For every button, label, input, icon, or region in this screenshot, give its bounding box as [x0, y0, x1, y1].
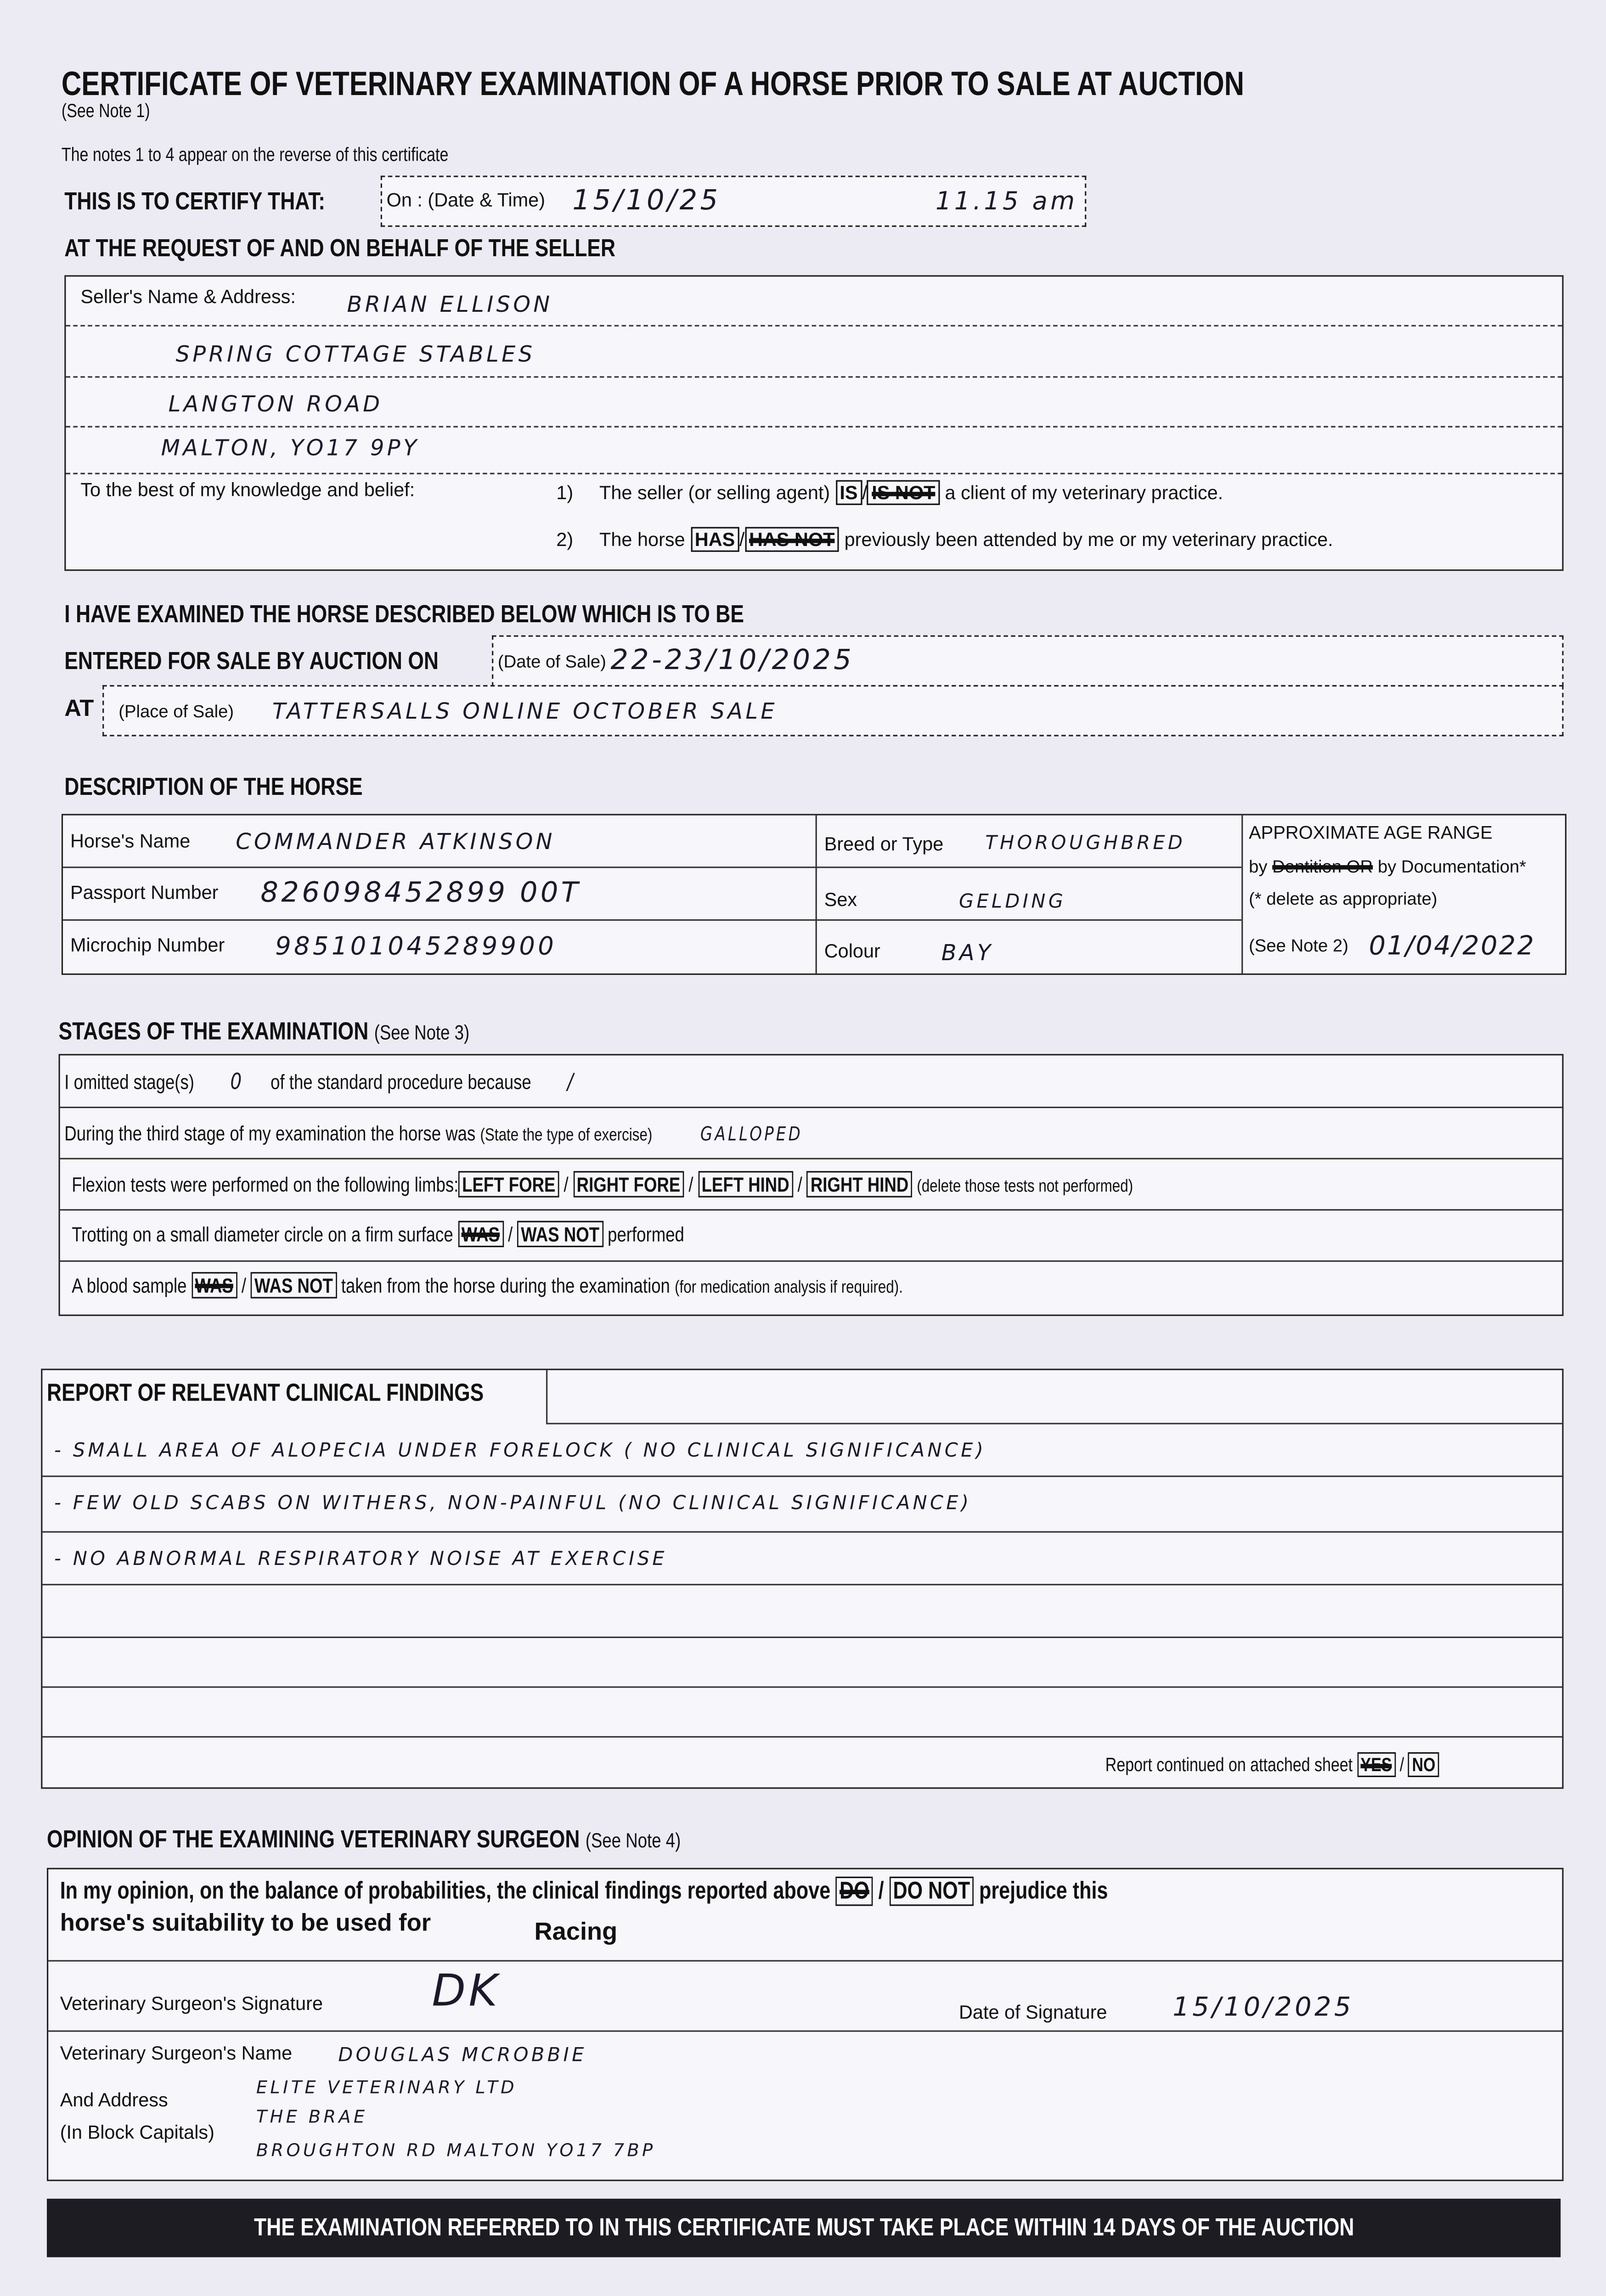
age-value[interactable]: 01/04/2022: [1369, 931, 1536, 962]
continued-label: Report continued on attached sheet: [1105, 1753, 1353, 1776]
flexion-row: Flexion tests were performed on the following limbs: LEFT FORE / RIGHT FORE / LEFT HIND / RIGHT HIND (delete those tests not performed): [72, 1172, 1366, 1196]
seller-section: [64, 275, 1563, 571]
statement-1: [556, 482, 1223, 504]
report-section: [41, 1369, 1563, 1789]
description-heading: [64, 773, 428, 802]
seller-address-line-2[interactable]: LANGTON ROAD: [168, 391, 383, 417]
request-label: [64, 234, 736, 264]
omitted-because: of the standard procedure because: [270, 1070, 531, 1094]
footer-banner: [47, 2199, 1561, 2257]
colour-label: Colour: [824, 940, 880, 962]
vet-address-line-2[interactable]: THE BRAE: [256, 2106, 368, 2127]
colour[interactable]: BAY: [941, 940, 994, 966]
finding-line-1[interactable]: - SMALL AREA OF ALOPECIA UNDER FORELOCK ( NO CLINICAL SIGNIFICANCE): [54, 1440, 986, 1463]
opinion-note: (See Note 4): [585, 1828, 681, 1852]
description-text: DESCRIPTION OF THE HORSE: [64, 773, 363, 801]
age-documentation: by Documentation*: [1377, 856, 1527, 877]
age-range-title: APPROXIMATE AGE RANGE: [1249, 822, 1493, 844]
option-has[interactable]: HAS: [690, 527, 739, 552]
exam-date: 15/10/25: [572, 184, 721, 217]
statement-2-end: previously been attended by me or my veterinary practice.: [844, 528, 1333, 551]
horse-description-table: [62, 814, 1567, 975]
entered-label: [64, 647, 521, 676]
statement-1-text: The seller (or selling agent): [599, 481, 830, 504]
omitted-stages[interactable]: 0: [230, 1069, 244, 1095]
block-capitals-label: (In Block Capitals): [60, 2121, 214, 2143]
sale-place-field[interactable]: [102, 685, 1563, 737]
stages-table: [59, 1054, 1564, 1316]
passport-label: Passport Number: [70, 881, 219, 903]
vet-name[interactable]: DOUGLAS MCROBBIE: [338, 2045, 587, 2067]
date-time-field[interactable]: [381, 176, 1087, 227]
stages-title: STAGES OF THE EXAMINATION: [58, 1017, 369, 1046]
report-title: REPORT OF RELEVANT CLINICAL FINDINGS: [47, 1379, 484, 1407]
breed-label: Breed or Type: [824, 833, 944, 855]
certify-label: [64, 187, 382, 217]
vet-signature[interactable]: DK: [432, 1966, 501, 2017]
opinion-heading: [47, 1825, 820, 1855]
vet-address-line-1[interactable]: ELITE VETERINARY LTD: [256, 2077, 518, 2098]
belief-label: To the best of my knowledge and belief:: [80, 478, 415, 501]
limb-right-hind[interactable]: RIGHT HIND: [807, 1171, 912, 1197]
notes-text: The notes 1 to 4 appear on the reverse of this certificate: [61, 143, 449, 166]
limb-right-fore[interactable]: RIGHT FORE: [573, 1171, 684, 1197]
opinion-do-deleted[interactable]: DO: [836, 1877, 873, 1906]
entered-text: ENTERED FOR SALE BY AUCTION ON: [64, 647, 439, 675]
age-dentition-deleted: Dentition OR: [1272, 856, 1373, 877]
certify-text: THIS IS TO CERTIFY THAT:: [64, 187, 326, 215]
finding-line-2[interactable]: - FEW OLD SCABS ON WITHERS, NON-PAINFUL (NO CLINICAL SIGNIFICANCE): [54, 1493, 972, 1515]
microchip-number[interactable]: 985101045289900: [275, 932, 557, 962]
report-heading: [47, 1379, 580, 1408]
sale-date: 22-23/10/2025: [610, 644, 855, 676]
omitted-label: I omitted stage(s): [64, 1070, 194, 1094]
statement-2-number: 2): [556, 528, 574, 551]
blood-row: A blood sample WAS / WAS NOT taken from the horse during the examination (for medication analysis if required).: [72, 1273, 1085, 1297]
horse-name[interactable]: COMMANDER ATKINSON: [236, 828, 555, 855]
examined-text: I HAVE EXAMINED THE HORSE DESCRIBED BELOW WHICH IS TO BE: [64, 600, 744, 628]
third-stage-row: [64, 1121, 965, 1146]
opinion-do-not[interactable]: DO NOT: [890, 1877, 974, 1906]
see-note-1: [62, 100, 169, 122]
blood-was-deleted[interactable]: WAS: [192, 1272, 237, 1298]
blood-label: A blood sample: [72, 1273, 187, 1297]
trot-was-not[interactable]: WAS NOT: [517, 1221, 603, 1247]
signature-date-label: Date of Signature: [959, 2001, 1107, 2023]
notes-line: [62, 143, 533, 165]
seller-address-line-3[interactable]: MALTON, YO17 9PY: [161, 434, 420, 461]
blood-note: (for medication analysis if required).: [675, 1276, 903, 1297]
statement-1-end: a client of my veterinary practice.: [945, 481, 1223, 504]
horse-name-label: Horse's Name: [70, 830, 191, 852]
at-label: AT: [64, 697, 94, 722]
limb-left-hind[interactable]: LEFT HIND: [698, 1171, 793, 1197]
opinion-section: [47, 1868, 1564, 2181]
flexion-label: Flexion tests were performed on the following limbs:: [72, 1172, 459, 1196]
blood-taken: taken from the horse during the examination: [341, 1273, 670, 1297]
age-by: by: [1249, 856, 1268, 877]
opinion-title: OPINION OF THE EXAMINING VETERINARY SURGEON: [47, 1825, 580, 1853]
sale-date-field[interactable]: [492, 636, 1563, 687]
seller-name[interactable]: BRIAN ELLISON: [347, 291, 553, 318]
microchip-label: Microchip Number: [70, 934, 225, 956]
trotting-performed: performed: [608, 1222, 684, 1246]
age-see-note: (See Note 2): [1249, 935, 1349, 956]
slash: /: [862, 481, 868, 504]
seller-label: Seller's Name & Address:: [80, 285, 296, 308]
report-continued: Report continued on attached sheet YES / NO: [1105, 1754, 1512, 1776]
flexion-note: (delete those tests not performed): [917, 1175, 1133, 1196]
sex[interactable]: GELDING: [959, 891, 1066, 914]
breed[interactable]: THOROUGHBRED: [985, 833, 1186, 855]
footer-banner-text: THE EXAMINATION REFERRED TO IN THIS CERTIFICATE MUST TAKE PLACE WITHIN 14 DAYS OF THE AUCTION: [254, 2213, 1354, 2241]
age-delete-note: (* delete as appropriate): [1249, 888, 1437, 909]
certificate-title: [62, 64, 1504, 104]
omitted-row: [64, 1069, 688, 1095]
trot-was-deleted[interactable]: WAS: [458, 1221, 503, 1247]
date-time-label: On : (Date & Time): [386, 189, 546, 211]
signature-label: Veterinary Surgeon's Signature: [60, 1992, 323, 2015]
trotting-label: Trotting on a small diameter circle on a firm surface: [72, 1222, 453, 1246]
intended-use[interactable]: Racing: [534, 1918, 618, 1946]
opinion-text-line2: horse's suitability to be used for: [60, 1910, 431, 1937]
sale-place: TATTERSALLS ONLINE OCTOBER SALE: [272, 698, 778, 725]
age-method: [1249, 856, 1526, 877]
option-has-not-deleted[interactable]: HAS NOT: [744, 527, 839, 552]
option-is[interactable]: IS: [835, 480, 862, 505]
address-label: And Address: [60, 2088, 168, 2111]
slash: /: [739, 528, 745, 551]
opinion-text: In my opinion, on the balance of probabilities, the clinical findings reported above DO / DO NOT prejudice this: [60, 1878, 1338, 1906]
trotting-row: Trotting on a small diameter circle on a firm surface WAS / WAS NOT performed: [72, 1222, 818, 1246]
seller-address-line-1[interactable]: SPRING COTTAGE STABLES: [175, 341, 535, 368]
title-text: CERTIFICATE OF VETERINARY EXAMINATION OF A HORSE PRIOR TO SALE AT AUCTION: [61, 64, 1245, 103]
limb-left-fore[interactable]: LEFT FORE: [458, 1171, 559, 1197]
vet-address-line-3[interactable]: BROUGHTON RD MALTON YO17 7BP: [256, 2140, 656, 2161]
request-text: AT THE REQUEST OF AND ON BEHALF OF THE SELLER: [64, 234, 616, 262]
stages-note: (See Note 3): [374, 1020, 470, 1044]
statement-2: [556, 529, 1333, 551]
opinion-text-end: prejudice this: [979, 1878, 1108, 1905]
statement-1-number: 1): [556, 481, 574, 504]
signature-date[interactable]: 15/10/2025: [1172, 1992, 1354, 2023]
statement-2-text: The horse: [599, 528, 685, 551]
see-note-text: (See Note 1): [61, 99, 150, 122]
examined-label: [64, 600, 893, 630]
sex-label: Sex: [824, 888, 857, 911]
vet-name-label: Veterinary Surgeon's Name: [60, 2042, 293, 2064]
sale-date-label: (Date of Sale): [497, 651, 606, 672]
exercise-type[interactable]: GALLOPED: [700, 1124, 803, 1147]
third-stage-label: During the third stage of my examination the horse was: [64, 1121, 476, 1145]
continued-yes-deleted[interactable]: YES: [1357, 1752, 1396, 1777]
omitted-reason[interactable]: /: [567, 1069, 576, 1095]
exam-time: 11.15 am: [935, 187, 1078, 217]
blood-was-not[interactable]: WAS NOT: [251, 1272, 336, 1298]
finding-line-3[interactable]: - NO ABNORMAL RESPIRATORY NOISE AT EXERCISE: [54, 1548, 667, 1571]
option-is-not-deleted[interactable]: IS NOT: [868, 480, 940, 505]
opinion-text-start: In my opinion, on the balance of probabilities, the clinical findings reported above: [60, 1878, 831, 1905]
third-stage-note: (State the type of exercise): [480, 1124, 653, 1145]
passport-number[interactable]: 826098452899 00T: [260, 877, 581, 909]
stages-heading: [59, 1018, 560, 1047]
continued-no[interactable]: NO: [1409, 1752, 1439, 1777]
sale-place-label: (Place of Sale): [118, 701, 234, 722]
